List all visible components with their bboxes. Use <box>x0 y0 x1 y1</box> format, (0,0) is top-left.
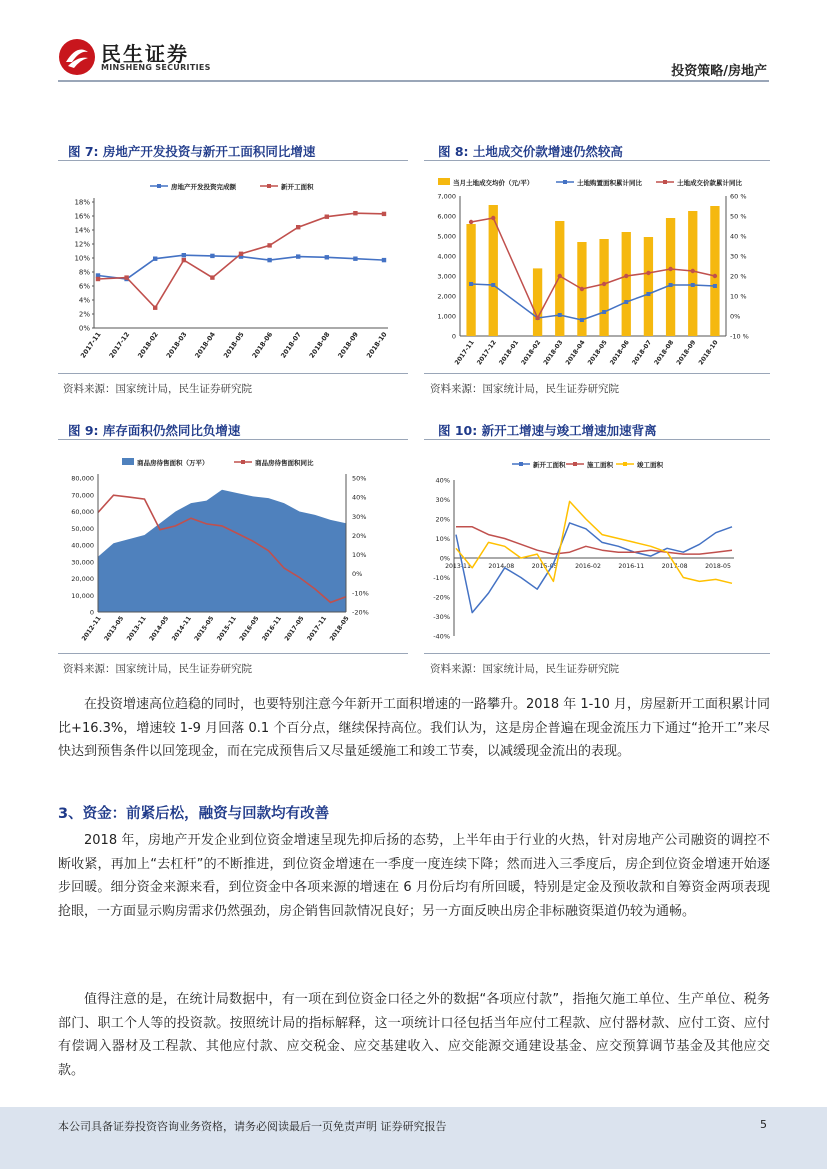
fig7-ytick: 6% <box>78 282 90 291</box>
fig7-xtick: 2018-07 <box>279 330 303 360</box>
fig8-series-2-point <box>713 274 717 278</box>
logo-chinese-name: 民生证券 <box>101 42 189 66</box>
fig8-bar <box>533 268 542 336</box>
fig7-series-1-point <box>239 252 243 256</box>
fig7-legend-investment-label: 房地产开发投资完成额 <box>171 183 236 191</box>
fig9-ytick-left: 0 <box>89 608 94 617</box>
figure-7-bottom-rule <box>58 373 408 374</box>
fig9-ytick-left: 70,000 <box>71 491 94 500</box>
fig9-ytick-right: -10% <box>352 589 369 598</box>
section-3-title: 3、资金：前紧后松，融资与回款均有改善 <box>58 806 330 822</box>
fig8-bar <box>710 206 719 336</box>
fig8-xtick: 2017-12 <box>475 339 498 367</box>
fig10-ytick: 10% <box>435 535 450 543</box>
fig8-ytick-left: 0 <box>451 332 456 341</box>
fig10-legend-new-marker <box>519 462 523 466</box>
page-number: 5 <box>760 1118 767 1131</box>
fig8-series-2-point <box>491 216 495 220</box>
fig7-series-0-point <box>382 258 386 262</box>
fig10-ytick: 30% <box>435 496 450 504</box>
figure-7-chart <box>58 170 408 370</box>
fig8-bar <box>466 224 475 336</box>
fig8-xtick: 2018-05 <box>586 339 609 367</box>
fig9-legend-inventory-label: 商品房待售面积（万平） <box>137 459 209 467</box>
fig9-xtick: 2013-11 <box>125 615 148 643</box>
fig8-legend-price-swatch <box>438 178 450 185</box>
figure-10-source: 资料来源：国家统计局，民生证券研究院 <box>430 663 619 675</box>
fig9-inventory-area <box>98 490 346 612</box>
fig10-legend-new-label: 新开工面积 <box>533 461 566 469</box>
fig10-series-2-line <box>456 501 732 583</box>
header-divider <box>58 80 769 82</box>
fig8-legend-price-label: 当月土地成交均价（元/平） <box>453 179 534 187</box>
paragraph-investment-growth: 在投资增速高位趋稳的同时，也要特别注意今年新开工面积增速的一路攀升。2018 年 1-10 月，房屋新开工面积累计同比+16.3%，增速较 1-9 月回落 0.1 个百分点，继续保持高位。我们认为，这是房企普遍在现金流压力下通过“抢开工”来尽快达到预售条件以回笼现金，而在完成预售后又尽量延缓施工和竣工节奏，以减缓现金流出的表现。 <box>58 697 770 760</box>
fig7-series-1-point <box>296 225 300 229</box>
fig7-series-1-point <box>382 212 386 216</box>
fig8-ytick-right: 30 % <box>730 252 747 261</box>
fig8-xtick: 2018-07 <box>631 339 654 367</box>
fig7-ytick: 18% <box>74 198 90 207</box>
fig7-series-0-point <box>267 258 271 262</box>
fig8-xtick: 2018-02 <box>520 339 543 367</box>
fig9-ytick-left: 80,000 <box>71 474 94 483</box>
fig8-series-1-point <box>580 318 584 322</box>
fig7-series-1-point <box>210 275 214 279</box>
figure-9-chart <box>58 448 408 650</box>
figure-8-chart <box>424 170 770 370</box>
fig7-xtick: 2018-08 <box>307 330 332 360</box>
fig8-xtick: 2018-01 <box>498 339 521 367</box>
fig9-ytick-left: 30,000 <box>71 558 94 567</box>
fig9-ytick-right: 40% <box>352 493 367 502</box>
fig7-ytick: 8% <box>78 268 90 277</box>
fig7-series-1-point <box>124 275 128 279</box>
fig7-xtick: 2018-02 <box>136 330 160 360</box>
figure-9-title-rule <box>58 439 408 440</box>
fig8-ytick-left: 2,000 <box>437 292 456 301</box>
fig8-series-2-line <box>471 218 715 318</box>
fig7-series-0-point <box>296 254 300 258</box>
fig10-legend-completed-marker <box>623 462 627 466</box>
fig9-xtick: 2014-11 <box>170 615 193 643</box>
fig8-series-2-point <box>558 274 562 278</box>
fig9-ytick-right: 30% <box>352 512 367 521</box>
fig7-xtick: 2018-09 <box>336 330 361 360</box>
fig9-xtick: 2015-05 <box>193 615 216 643</box>
figure-8-source: 资料来源：国家统计局，民生证券研究院 <box>430 383 619 395</box>
fig8-series-1-point <box>624 300 628 304</box>
fig8-series-2-point <box>535 316 539 320</box>
fig7-series-1-line <box>98 213 384 308</box>
logo-emblem-icon <box>58 38 96 76</box>
fig8-ytick-right: 50 % <box>730 212 747 221</box>
fig7-series-0-point <box>153 257 157 261</box>
fig8-series-2-point <box>469 220 473 224</box>
figure-10-title: 图 10: 新开工增速与竣工增速加速背离 <box>438 423 657 438</box>
figure-9-source: 资料来源：国家统计局，民生证券研究院 <box>63 663 252 675</box>
fig8-series-1-point <box>602 310 606 314</box>
fig9-xtick: 2016-11 <box>260 615 284 643</box>
figure-8-title: 图 8: 土地成交价款增速仍然较高 <box>438 144 623 159</box>
fig8-xtick: 2017-11 <box>453 339 476 367</box>
fig10-legend-under-marker <box>573 462 577 466</box>
fig8-legend-value-marker <box>663 180 667 184</box>
fig9-ytick-right: 50% <box>352 474 367 483</box>
fig10-series-1-line <box>456 527 732 554</box>
fig7-xtick: 2018-06 <box>250 330 275 360</box>
figure-10-title-rule <box>424 439 770 440</box>
page-footer <box>0 1107 827 1169</box>
fig10-ytick: -40% <box>433 632 450 641</box>
figure-10-chart <box>424 448 770 650</box>
fig10-ytick: 40% <box>435 476 450 485</box>
fig8-bar <box>688 211 697 336</box>
paragraph-payables: 值得注意的是，在统计局数据中，有一项在到位资金口径之外的数据“各项应付款”，指拖欠施工单位、生产单位、税务部门、职工个人等的投资款。按照统计局的指标解释，这一项统计口径包括当年应付工程款、应付器材款、应付工资、应付有偿调入器材及工程款、其他应付款、应交税金、应交基建收入、应交能源交通建设基金、应交预算调节基金及其他应交款。 <box>58 992 770 1078</box>
fig8-ytick-left: 7,000 <box>437 192 456 201</box>
fig8-ytick-left: 1,000 <box>437 312 456 321</box>
fig8-ytick-right: 60 % <box>730 192 747 201</box>
fig8-series-1-point <box>558 313 562 317</box>
fig9-xtick: 2014-05 <box>148 615 171 643</box>
fig10-ytick: -10% <box>433 574 450 582</box>
fig8-series-2-point <box>580 287 584 291</box>
fig7-ytick: 2% <box>78 310 90 319</box>
fig8-ytick-right: 0% <box>730 312 741 321</box>
fig10-xtick: 2013-11 <box>445 563 471 570</box>
fig7-legend-investment-marker <box>157 184 161 188</box>
figure-10-bottom-rule <box>424 653 770 654</box>
figure-7-title: 图 7: 房地产开发投资与新开工面积同比增速 <box>68 144 316 159</box>
fig8-ytick-left: 6,000 <box>437 212 456 221</box>
fig8-series-2-point <box>668 267 672 271</box>
fig9-xtick: 2018-05 <box>328 615 351 643</box>
fig8-xtick: 2018-06 <box>608 339 631 367</box>
paragraph-funding: 2018 年，房地产开发企业到位资金增速呈现先抑后扬的态势，上半年由于行业的火热，针对房地产公司融资的调控不断收紧，再加上“去杠杆”的不断推进，到位资金增速在一季度一度连续下降；然而进入三季度后，房企到位资金增速开始逐步回暖。细分资金来源来看，到位资金中各项来源的增速在 6 月份后均有所回暖，特别是定金及预收款和自筹资金两项表现抢眼，一方面显示购房需求仍然强劲，房企销售回款情况良好；另一方面反映出房企非标融资渠道仍较为通畅。 <box>58 833 770 919</box>
fig8-ytick-right: 40 % <box>730 232 747 241</box>
fig10-legend-under-label: 施工面积 <box>587 461 613 469</box>
fig9-ytick-left: 10,000 <box>71 591 94 600</box>
footer-disclaimer: 本公司具备证券投资咨询业务资格，请务必阅读最后一页免责声明 证券研究报告 <box>58 1120 447 1133</box>
fig8-series-2-point <box>602 282 606 286</box>
fig8-ytick-right: 10 % <box>730 292 747 301</box>
fig8-series-1-point <box>669 283 673 287</box>
fig9-ytick-left: 60,000 <box>71 508 94 516</box>
fig8-series-1-point <box>646 292 650 296</box>
fig7-ytick: 16% <box>74 212 90 221</box>
fig7-xtick: 2017-11 <box>78 330 103 360</box>
fig7-series-0-point <box>325 255 329 259</box>
fig7-ytick: 14% <box>74 226 90 235</box>
fig7-series-0-point <box>353 257 357 261</box>
fig10-xtick: 2016-02 <box>575 563 601 570</box>
fig8-ytick-left: 3,000 <box>437 272 456 281</box>
fig9-ytick-left: 40,000 <box>71 541 94 550</box>
figure-8-bottom-rule <box>424 373 770 374</box>
fig7-series-0-point <box>210 254 214 258</box>
fig7-series-1-point <box>353 211 357 215</box>
fig8-bar <box>666 218 675 336</box>
fig7-legend-new-construction-marker <box>267 184 271 188</box>
fig7-xtick: 2018-10 <box>364 330 389 360</box>
figure-7-source: 资料来源：国家统计局，民生证券研究院 <box>63 383 252 395</box>
figure-9-bottom-rule <box>58 653 408 654</box>
fig8-series-1-line <box>471 284 715 320</box>
fig8-series-1-point <box>491 283 495 287</box>
fig8-bar <box>644 237 653 336</box>
fig10-xtick: 2017-08 <box>661 563 688 570</box>
fig8-xtick: 2018-09 <box>675 339 698 367</box>
fig7-series-1-point <box>96 277 100 281</box>
fig7-xtick: 2017-12 <box>107 330 132 360</box>
fig7-ytick: 10% <box>74 254 90 263</box>
fig8-xtick: 2018-03 <box>542 339 565 367</box>
fig10-ytick: 0% <box>439 554 450 563</box>
fig7-xtick: 2018-05 <box>221 330 246 360</box>
fig9-ytick-left: 50,000 <box>71 524 94 533</box>
figure-7-title-rule <box>58 160 408 161</box>
fig10-xtick: 2018-05 <box>705 563 731 570</box>
fig8-ytick-left: 4,000 <box>437 252 456 261</box>
fig8-ytick-right: -10 % <box>730 332 749 341</box>
fig9-ytick-right: 0% <box>352 570 363 579</box>
company-logo <box>58 36 218 78</box>
fig7-ytick: 0% <box>78 324 90 333</box>
fig7-series-0-point <box>182 253 186 257</box>
figure-9-title: 图 9: 库存面积仍然同比负增速 <box>68 423 241 438</box>
fig7-ytick: 12% <box>74 240 90 249</box>
fig10-xtick: 2016-11 <box>618 563 645 570</box>
fig8-legend-area-marker <box>563 180 567 184</box>
fig10-xtick: 2014-08 <box>488 563 515 570</box>
fig8-ytick-right: 20 % <box>730 272 747 281</box>
fig7-legend-new-construction-label: 新开工面积 <box>281 183 314 191</box>
fig9-xtick: 2012-11 <box>80 615 103 643</box>
fig8-bar <box>599 239 608 336</box>
fig9-xtick: 2015-11 <box>215 615 238 643</box>
fig9-ytick-right: 10% <box>352 551 367 560</box>
fig8-xtick: 2018-08 <box>653 339 676 367</box>
fig8-series-1-point <box>469 282 473 286</box>
fig9-ytick-left: 20,000 <box>71 575 94 583</box>
fig10-legend-completed-label: 竣工面积 <box>637 461 663 469</box>
fig8-xtick: 2018-04 <box>564 339 587 367</box>
fig9-legend-yoy-marker <box>241 460 245 464</box>
figure-8-title-rule <box>424 160 770 161</box>
fig8-ytick-left: 5,000 <box>437 232 456 241</box>
fig7-series-1-point <box>267 243 271 247</box>
fig9-legend-yoy-label: 商品房待售面积同比 <box>255 459 314 467</box>
fig8-bar <box>622 232 631 336</box>
fig9-legend-inventory-swatch <box>122 458 134 465</box>
fig10-ytick: -20% <box>433 593 450 602</box>
fig10-ytick: -30% <box>433 613 450 621</box>
fig7-series-1-point <box>182 258 186 262</box>
report-category: 投资策略/房地产 <box>671 64 767 79</box>
fig7-series-1-point <box>325 215 329 219</box>
fig7-series-1-point <box>153 306 157 310</box>
fig7-ytick: 4% <box>78 296 90 305</box>
fig8-series-2-point <box>646 271 650 275</box>
fig9-ytick-right: -20% <box>352 608 369 617</box>
fig8-legend-area-label: 土地购置面积累计同比 <box>577 179 642 187</box>
logo-english-name: MINSHENG SECURITIES <box>101 63 211 72</box>
fig8-series-1-point <box>691 283 695 287</box>
fig9-xtick: 2016-05 <box>238 615 261 643</box>
fig10-xtick: 2015-05 <box>531 563 558 570</box>
fig9-xtick: 2013-05 <box>103 615 126 643</box>
fig9-ytick-right: 20% <box>352 531 367 540</box>
fig7-xtick: 2018-04 <box>193 330 218 360</box>
fig9-xtick: 2017-05 <box>283 615 306 643</box>
fig8-xtick: 2018-10 <box>697 339 720 367</box>
fig8-series-2-point <box>691 269 695 273</box>
fig8-series-1-point <box>713 284 717 288</box>
fig8-legend-value-label: 土地成交价款累计同比 <box>677 179 742 187</box>
fig9-xtick: 2017-11 <box>306 615 329 643</box>
fig8-series-2-point <box>624 274 628 278</box>
fig10-ytick: 20% <box>435 515 450 524</box>
fig7-xtick: 2018-03 <box>164 330 189 360</box>
